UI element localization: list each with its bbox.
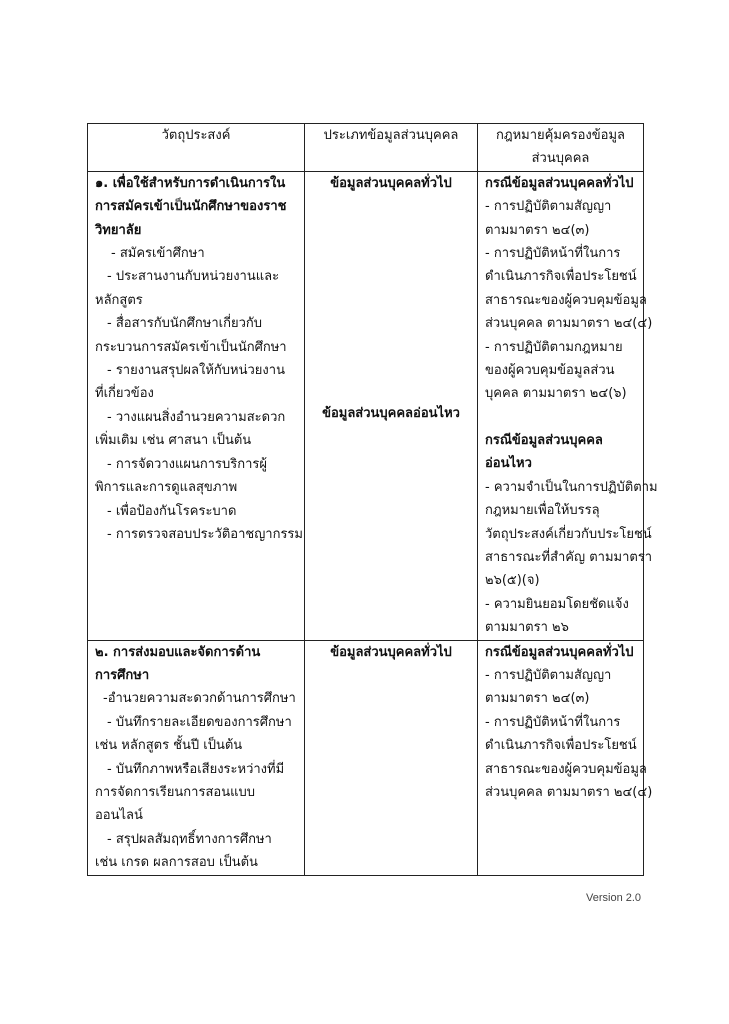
purpose-title: วิทยาลัย	[95, 222, 142, 238]
header-purpose: วัตถุประสงค์	[88, 124, 305, 172]
law-sensitive-title: กรณีข้อมูลส่วนบุคคล	[485, 432, 603, 448]
list-item: - ความยินยอมโดยชัดแจ้ง	[485, 596, 629, 612]
list-item: - การปฏิบัติตามสัญญา	[485, 667, 612, 683]
list-item: ของผู้ควบคุมข้อมูลส่วน	[485, 363, 615, 379]
list-item: พิการและการดูแลสุขภาพ	[95, 480, 238, 496]
list-item: ส่วนบุคคล ตามมาตรา ๒๔(๔)	[485, 316, 653, 332]
list-item: หลักสูตร	[95, 292, 143, 308]
table-header-row	[88, 124, 644, 172]
list-item: สาธารณะที่สำคัญ ตามมาตรา	[485, 549, 653, 565]
header-data-type: ประเภทข้อมูลส่วนบุคคล	[305, 124, 478, 172]
list-item: - บันทึกภาพหรือเสียงระหว่างที่มี	[107, 761, 285, 777]
purpose-title: ๒. การส่งมอบและจัดการด้าน	[95, 644, 261, 660]
table-row	[88, 171, 644, 640]
list-item: - การปฏิบัติหน้าที่ในการ	[485, 246, 621, 262]
data-type-cell	[305, 640, 478, 875]
list-item: - การตรวจสอบประวัติอาชญากรรม	[107, 526, 303, 542]
list-item: - วางแผนสิ่งอำนวยความสะดวก	[107, 409, 286, 425]
data-type-general: ข้อมูลส่วนบุคคลทั่วไป	[330, 644, 452, 660]
list-item: - ความจำเป็นในการปฏิบัติตาม	[485, 479, 658, 495]
list-item: ตามมาตรา ๒๔(๓)	[485, 691, 590, 707]
list-item: เช่น หลักสูตร ชั้นปี เป็นต้น	[95, 738, 243, 754]
list-item: ส่วนบุคคล ตามมาตรา ๒๔(๔)	[485, 784, 653, 800]
list-item: ตามมาตรา ๒๖	[485, 620, 569, 636]
table-row	[88, 640, 644, 875]
list-item: เช่น เกรด ผลการสอบ เป็นต้น	[95, 855, 258, 871]
list-item: - ประสานงานกับหน่วยงานและ	[107, 269, 280, 285]
purpose-cell	[88, 640, 305, 875]
list-item: ที่เกี่ยวข้อง	[95, 386, 154, 402]
list-item: การจัดการเรียนการสอนแบบ	[95, 784, 255, 800]
list-item: - การปฏิบัติตามสัญญา	[485, 199, 612, 215]
purpose-title: การศึกษา	[95, 667, 150, 683]
version-label: Version 2.0	[586, 892, 642, 904]
list-item: กระบวนการสมัครเข้าเป็นนักศึกษา	[95, 339, 287, 355]
law-sensitive-title: อ่อนไหว	[485, 456, 532, 472]
data-type-cell	[305, 171, 478, 640]
header-law: กฎหมายคุ้มครองข้อมูล ส่วนบุคคล	[478, 124, 644, 172]
law-general-title: กรณีข้อมูลส่วนบุคคลทั่วไป	[485, 644, 634, 660]
purpose-title: การสมัครเข้าเป็นนักศึกษาของราช	[95, 199, 287, 215]
personal-data-table	[87, 123, 658, 876]
list-item: บุคคล ตามมาตรา ๒๔(๖)	[485, 386, 627, 402]
law-cell	[478, 640, 653, 875]
data-type-general: ข้อมูลส่วนบุคคลทั่วไป	[330, 175, 452, 191]
list-item: - การปฏิบัติหน้าที่ในการ	[485, 714, 621, 730]
purpose-title: ๑. เพื่อใช้สำหรับการดำเนินการใน	[95, 175, 286, 191]
list-item: ๒๖(๕)(จ)	[485, 573, 540, 589]
list-item: - การปฏิบัติตามกฎหมาย	[485, 339, 623, 355]
purpose-cell	[88, 171, 305, 640]
list-item: - บันทึกรายละเอียดของการศึกษา	[107, 714, 292, 730]
list-item: ดำเนินภารกิจเพื่อประโยชน์	[485, 738, 637, 754]
list-item: วัตถุประสงค์เกี่ยวกับประโยชน์	[485, 526, 652, 542]
list-item: เพิ่มเติม เช่น ศาสนา เป็นต้น	[95, 433, 252, 449]
law-cell	[478, 171, 658, 640]
law-general-title: กรณีข้อมูลส่วนบุคคลทั่วไป	[485, 175, 634, 191]
data-type-sensitive: ข้อมูลส่วนบุคคลอ่อนไหว	[322, 406, 460, 422]
list-item: ดำเนินภารกิจเพื่อประโยชน์	[485, 269, 637, 285]
list-item: สาธารณะของผู้ควบคุมข้อมูล	[485, 761, 647, 777]
list-item: - รายงานสรุปผลให้กับหน่วยงาน	[107, 363, 285, 379]
list-item: - การจัดวางแผนการบริการผู้	[107, 456, 268, 472]
list-item: - เพื่อป้องกันโรคระบาด	[107, 503, 237, 519]
list-item: ตามมาตรา ๒๔(๓)	[485, 222, 590, 238]
list-item: - สื่อสารกับนักศึกษาเกี่ยวกับ	[107, 316, 263, 332]
list-item: - สมัครเข้าศึกษา	[111, 246, 205, 262]
list-item: กฎหมายเพื่อให้บรรลุ	[485, 503, 600, 519]
list-item: - สรุปผลสัมฤทธิ์ทางการศึกษา	[107, 831, 272, 847]
list-item: ออนไลน์	[95, 808, 143, 824]
list-item: สาธารณะของผู้ควบคุมข้อมูล	[485, 292, 647, 308]
list-item: -อำนวยความสะดวกด้านการศึกษา	[103, 691, 296, 707]
